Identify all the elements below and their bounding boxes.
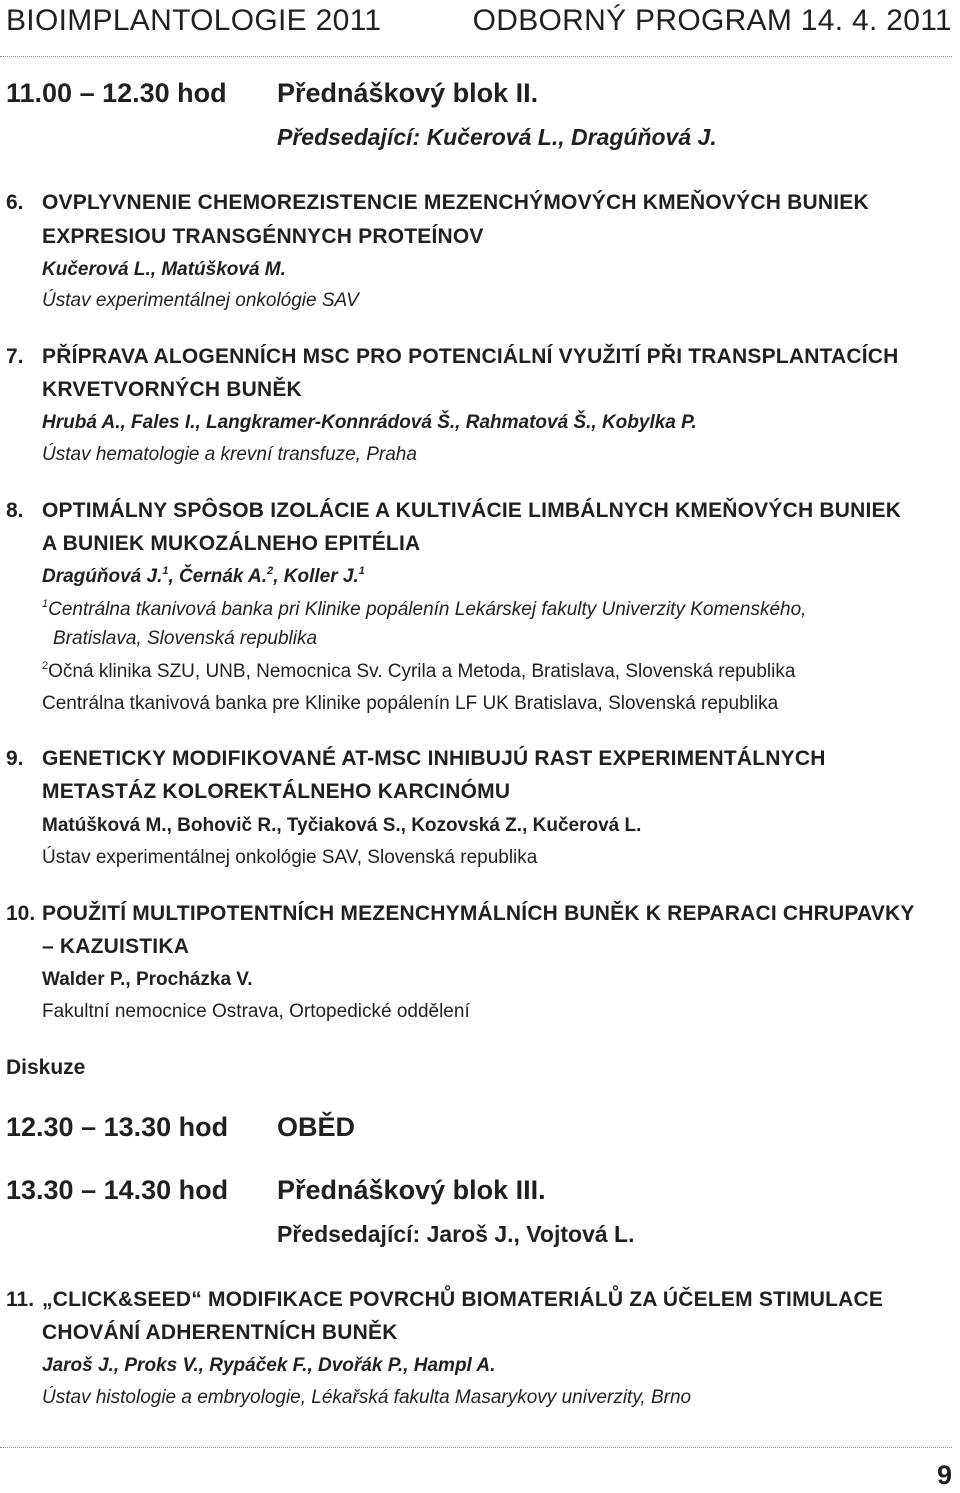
affiliation-2: $^2$Očná klinika SZU, UNB, Nemocnica Sv. Cyrila a Metoda, Bratislava, Slovenská republika	[42, 660, 796, 682]
talk-title-line2: – KAZUISTIKA	[42, 935, 190, 958]
block2-chairs: Předsedající: Kučerová L., Dragúňová J.	[277, 124, 717, 150]
talk-number: 11.	[6, 1288, 35, 1311]
talk-title-line1: OPTIMÁLNY SPÔSOB IZOLÁCIE A KULTIVÁCIE LIMBÁLNYCH KMEŇOVÝCH BUNIEK	[42, 499, 902, 522]
talk-authors: Jaroš J., Proks V., Rypáček F., Dvořák P., Hampl A.	[42, 1355, 496, 1376]
discussion-label: Diskuze	[6, 1056, 86, 1079]
footer-divider	[0, 1447, 952, 1448]
talk-authors: Walder P., Procházka V.	[42, 969, 253, 990]
conference-title: BIOIMPLANTOLOGIE 2011	[6, 4, 382, 37]
page-number: 9	[936, 1460, 952, 1490]
affiliation-1-cont: Bratislava, Slovenská republika	[53, 628, 318, 649]
talk-number: 9.	[6, 747, 24, 770]
talk-institution: Ústav histologie a embryologie, Lékařská fakulta Masarykovy univerzity, Brno	[42, 1387, 692, 1408]
talk-number: 6.	[6, 191, 24, 214]
talk-title-line1: „CLICK&SEED“ MODIFIKACE POVRCHŮ BIOMATERIÁLŮ ZA ÚČELEM STIMULACE	[42, 1288, 884, 1311]
lunch-title: OBĚD	[277, 1112, 356, 1142]
block2-time: 11.00 – 12.30 hod	[6, 78, 227, 108]
lunch-time: 12.30 – 13.30 hod	[6, 1112, 229, 1142]
talk-institution: Fakultní nemocnice Ostrava, Ortopedické oddělení	[42, 1001, 470, 1022]
talk-title-line1: GENETICKY MODIFIKOVANÉ AT-MSC INHIBUJÚ RAST EXPERIMENTÁLNYCH	[42, 747, 826, 770]
program-date: ODBORNÝ PROGRAM 14. 4. 2011	[472, 4, 952, 37]
talk-title-line1: POUŽITÍ MULTIPOTENTNÍCH MEZENCHYMÁLNÍCH BUNĚK K REPARACI CHRUPAVKY	[42, 902, 915, 925]
affiliation-1: $^1$Centrálna tkanivová banka pri Klinike popálenín Lekárskej fakulty Univerzity Komenského,	[42, 598, 807, 620]
talk-number: 7.	[6, 345, 24, 368]
talk-authors: Kučerová L., Matúšková M.	[42, 259, 286, 280]
talk-authors: Matúšková M., Bohovič R., Tyčiaková S., Kozovská Z., Kučerová L.	[42, 815, 642, 836]
talk-title-line1: PŘÍPRAVA ALOGENNÍCH MSC PRO POTENCIÁLNÍ VYUŽITÍ PŘI TRANSPLANTACÍCH	[42, 345, 899, 368]
affiliation-3: Centrálna tkanivová banka pre Klinike popálenín LF UK Bratislava, Slovenská republika	[42, 693, 779, 714]
block3-chairs: Předsedající: Jaroš J., Vojtová L.	[277, 1221, 635, 1247]
talk-authors: Dragúňová J.$^1$, Černák A.$^2$, Koller J.$^1$	[42, 565, 365, 587]
block2-title: Přednáškový blok II.	[277, 78, 539, 108]
block3-time: 13.30 – 14.30 hod	[6, 1175, 229, 1205]
talk-authors: Hrubá A., Fales I., Langkramer-Konnrádová Š., Rahmatová Š., Kobylka P.	[42, 412, 697, 433]
talk-institution: Ústav experimentálnej onkológie SAV, Slovenská republika	[42, 847, 538, 868]
header-divider	[0, 56, 952, 57]
talk-title-line2: CHOVÁNÍ ADHERENTNÍCH BUNĚK	[42, 1321, 398, 1344]
block3-title: Přednáškový blok III.	[277, 1175, 546, 1205]
talk-title-line2: EXPRESIOU TRANSGÉNNYCH PROTEÍNOV	[42, 225, 484, 248]
talk-institution: Ústav hematologie a krevní transfuze, Praha	[42, 444, 417, 465]
talk-number: 10.	[6, 902, 36, 925]
talk-number: 8.	[6, 499, 24, 522]
talk-title-line1: OVPLYVNENIE CHEMOREZISTENCIE MEZENCHÝMOVÝCH KMEŇOVÝCH BUNIEK	[42, 191, 869, 214]
talk-title-line2: METASTÁZ KOLOREKTÁLNEHO KARCINÓMU	[42, 780, 511, 803]
talk-title-line2: KRVETVORNÝCH BUNĚK	[42, 378, 302, 401]
talk-institution: Ústav experimentálnej onkológie SAV	[42, 290, 359, 311]
talk-title-line2: A BUNIEK MUKOZÁLNEHO EPITÉLIA	[42, 532, 421, 555]
page-header	[0, 0, 960, 72]
